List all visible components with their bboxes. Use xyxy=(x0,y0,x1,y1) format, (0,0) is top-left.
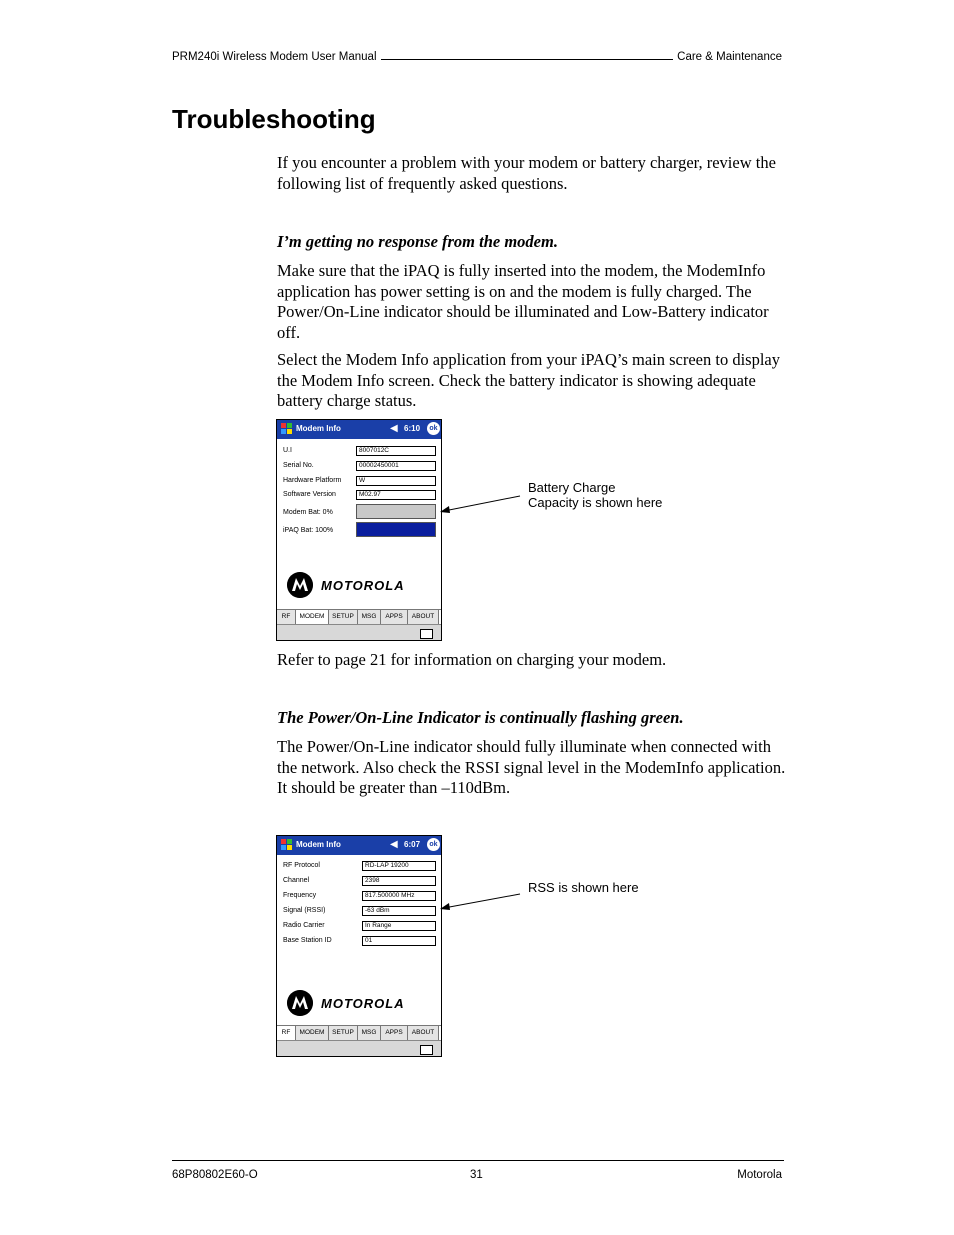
question-2: The Power/On-Line Indicator is continually flashing green. xyxy=(277,708,684,727)
ipaq-battery-label: iPAQ Bat: 100% xyxy=(283,527,334,534)
callout-arrow-2 xyxy=(436,888,526,914)
question-1: I’m getting no response from the modem. xyxy=(277,232,558,251)
footer-company: Motorola xyxy=(737,1169,782,1181)
row-value: 817.500000 MHz xyxy=(362,891,436,901)
app-title: Modem Info xyxy=(296,840,341,849)
speaker-icon: ◀︎ xyxy=(390,839,398,850)
row-value: W xyxy=(356,476,436,486)
motorola-batwing-icon xyxy=(287,990,313,1016)
tab-about[interactable]: ABOUT xyxy=(408,1026,439,1041)
windows-flag-icon xyxy=(280,422,294,436)
logo-text: MOTOROLA xyxy=(321,995,405,1011)
tab-modem[interactable]: MODEM xyxy=(296,1026,329,1041)
clock: 6:07 xyxy=(404,840,421,849)
motorola-logo xyxy=(287,572,405,598)
command-bar xyxy=(277,1040,441,1057)
row-label: Radio Carrier xyxy=(283,922,325,929)
row-label: Channel xyxy=(283,877,310,884)
logo-text: MOTOROLA xyxy=(321,577,405,593)
row-label: Serial No. xyxy=(283,462,314,469)
battery-callout: Battery Charge Capacity is shown here xyxy=(528,480,663,510)
page-title: Troubleshooting xyxy=(172,104,376,134)
tab-modem[interactable]: MODEM xyxy=(296,610,329,625)
callout-arrow-1 xyxy=(436,490,526,516)
header-right: Care & Maintenance xyxy=(677,51,782,63)
header-rule xyxy=(381,50,674,60)
intro-paragraph: If you encounter a problem with your modem or battery charger, review the following list of frequently asked questions. xyxy=(277,153,776,193)
tab-msg[interactable]: MSG xyxy=(358,1026,381,1041)
q1-paragraph-2: Select the Modem Info application from your iPAQ’s main screen to display the Modem Info screen. Check the battery indicator is showing adequate battery charge status. xyxy=(277,350,781,410)
speaker-icon: ◀︎ xyxy=(390,423,398,434)
tab-bar xyxy=(277,1025,441,1041)
row-label: RF Protocol xyxy=(283,862,320,869)
row-label: Hardware Platform xyxy=(283,477,342,484)
row-value: 2398 xyxy=(362,876,436,886)
tab-rf[interactable]: RF xyxy=(277,610,296,625)
tab-setup[interactable]: SETUP xyxy=(329,610,358,625)
row-value: M02.97 xyxy=(356,490,436,500)
command-bar xyxy=(277,624,441,641)
modem-battery-label: Modem Bat: 0% xyxy=(283,509,333,516)
q1-paragraph-1: Make sure that the iPAQ is fully inserted into the modem, the ModemInfo application has power setting is on and the modem is fully charged. The Power/On-Line indicator should be illuminated and Low-Battery indicator off. xyxy=(277,261,769,342)
rssi-callout: RSS is shown here xyxy=(528,880,639,895)
title-bar xyxy=(277,420,441,439)
keyboard-icon[interactable] xyxy=(420,629,433,639)
modem-info-screenshot-1 xyxy=(276,419,442,641)
row-label: U.I xyxy=(283,447,292,454)
tab-setup[interactable]: SETUP xyxy=(329,1026,358,1041)
row-value: RD-LAP 19200 xyxy=(362,861,436,871)
page-number: 31 xyxy=(470,1169,483,1181)
row-label: Signal (RSSI) xyxy=(283,907,326,914)
ok-button[interactable]: ok xyxy=(427,422,440,435)
page-footer xyxy=(172,1160,784,1181)
row-value: 01 xyxy=(362,936,436,946)
motorola-logo xyxy=(287,990,405,1016)
tab-apps[interactable]: APPS xyxy=(381,1026,408,1041)
footer-doc-number: 68P80802E60-O xyxy=(172,1169,258,1181)
tab-msg[interactable]: MSG xyxy=(358,610,381,625)
app-title: Modem Info xyxy=(296,424,341,433)
row-value: -63 dBm xyxy=(362,906,436,916)
row-label: Frequency xyxy=(283,892,317,899)
modem-info-screenshot-2 xyxy=(276,835,442,1057)
row-value: 00002450001 xyxy=(356,461,436,471)
tab-rf[interactable]: RF xyxy=(277,1026,296,1041)
modem-battery-bar xyxy=(356,504,436,519)
tab-about[interactable]: ABOUT xyxy=(408,610,439,625)
page-header xyxy=(172,50,782,63)
q2-paragraph: The Power/On-Line indicator should fully illuminate when connected with the network. Also check the RSSI signal level in the ModemInfo application. It should be greater than –110dBm. xyxy=(277,737,786,797)
row-value: 8007012C xyxy=(356,446,436,456)
title-bar xyxy=(277,836,441,855)
q1-after-paragraph: Refer to page 21 for information on charging your modem. xyxy=(277,650,667,669)
tab-apps[interactable]: APPS xyxy=(381,610,408,625)
ipaq-battery-bar xyxy=(356,522,436,537)
ok-button[interactable]: ok xyxy=(427,838,440,851)
keyboard-icon[interactable] xyxy=(420,1045,433,1055)
tab-bar xyxy=(277,609,441,625)
row-label: Software Version xyxy=(283,491,336,498)
row-value: In Range xyxy=(362,921,436,931)
windows-flag-icon xyxy=(280,838,294,852)
motorola-batwing-icon xyxy=(287,572,313,598)
clock: 6:10 xyxy=(404,424,421,433)
row-label: Base Station ID xyxy=(283,937,332,944)
header-left: PRM240i Wireless Modem User Manual xyxy=(172,51,377,63)
